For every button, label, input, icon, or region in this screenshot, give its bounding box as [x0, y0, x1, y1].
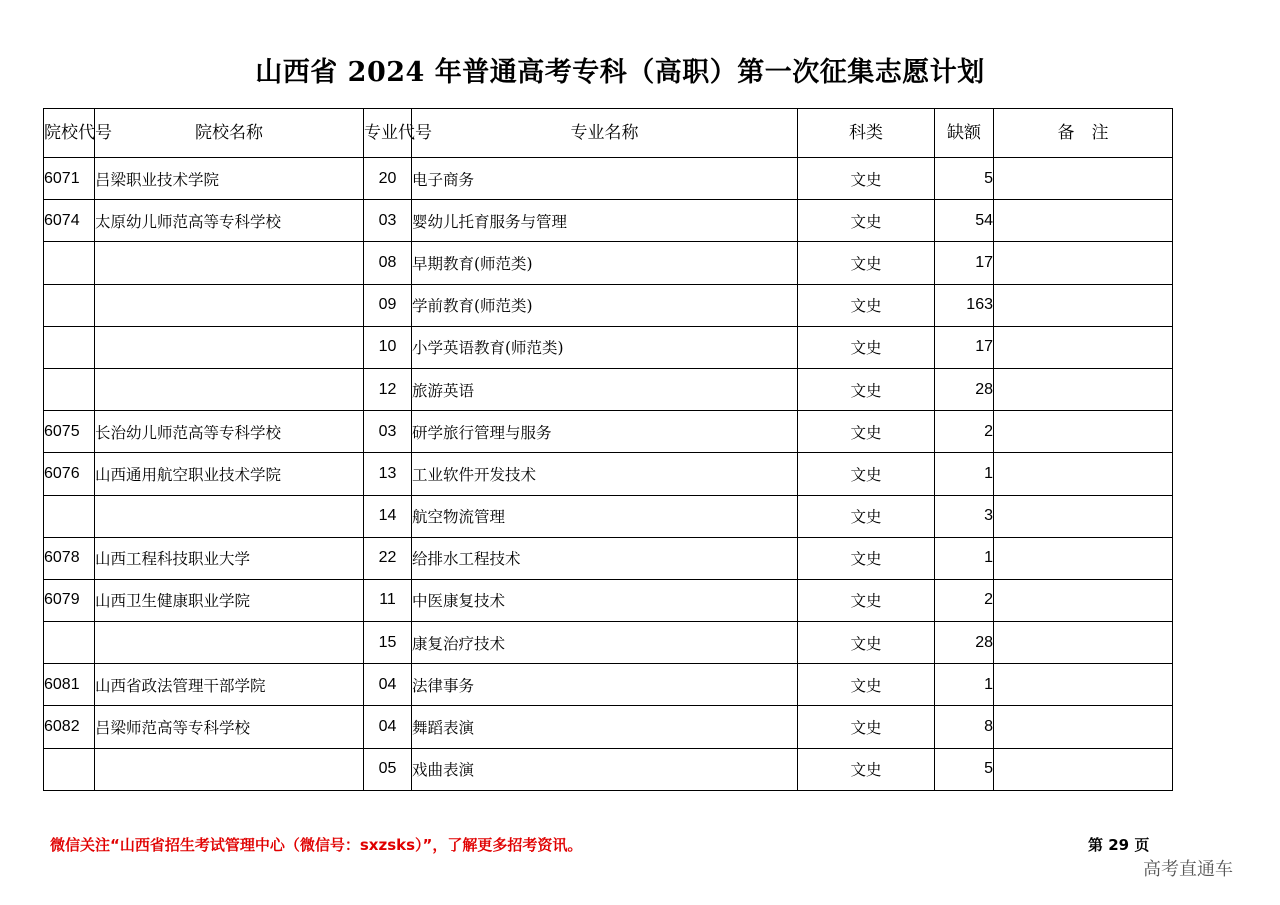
cell-school-code — [44, 242, 95, 284]
cell-major-name: 舞蹈表演 — [412, 706, 798, 748]
cell-vacancy: 1 — [935, 453, 994, 495]
cell-school-name: 太原幼儿师范高等专科学校 — [95, 200, 364, 242]
cell-major-name: 旅游英语 — [412, 368, 798, 410]
cell-major-code: 22 — [364, 537, 412, 579]
page-number: 第 29 页 — [1088, 836, 1150, 854]
cell-vacancy: 8 — [935, 706, 994, 748]
table-row — [44, 664, 1173, 706]
table-row — [44, 158, 1173, 200]
page-title: 山西省 2024 年普通高考专科（高职）第一次征集志愿计划 — [255, 57, 985, 88]
cell-major-name: 早期教育(师范类) — [412, 242, 798, 284]
cell-school-name: 山西工程科技职业大学 — [95, 537, 364, 579]
cell-remark — [994, 706, 1173, 748]
cell-vacancy: 3 — [935, 495, 994, 537]
cell-school-code: 6076 — [44, 453, 95, 495]
cell-school-code: 6079 — [44, 579, 95, 621]
cell-major-name: 电子商务 — [412, 158, 798, 200]
cell-major-code: 08 — [364, 242, 412, 284]
cell-school-code — [44, 326, 95, 368]
cell-school-name — [95, 368, 364, 410]
cell-school-code: 6074 — [44, 200, 95, 242]
cell-major-name: 给排水工程技术 — [412, 537, 798, 579]
header-major-code: 专业代号 — [364, 109, 412, 158]
cell-school-code: 6078 — [44, 537, 95, 579]
cell-vacancy: 163 — [935, 284, 994, 326]
cell-remark — [994, 453, 1173, 495]
cell-school-name: 山西通用航空职业技术学院 — [95, 453, 364, 495]
cell-major-code: 15 — [364, 622, 412, 664]
table-header-row — [44, 109, 1173, 158]
cell-school-name — [95, 622, 364, 664]
cell-major-name: 戏曲表演 — [412, 748, 798, 790]
cell-school-name: 吕梁职业技术学院 — [95, 158, 364, 200]
cell-school-code: 6075 — [44, 411, 95, 453]
cell-major-name: 研学旅行管理与服务 — [412, 411, 798, 453]
cell-remark — [994, 748, 1173, 790]
cell-vacancy: 2 — [935, 579, 994, 621]
cell-vacancy: 28 — [935, 368, 994, 410]
cell-major-code: 11 — [364, 579, 412, 621]
cell-school-code — [44, 748, 95, 790]
table-row — [44, 368, 1173, 410]
cell-major-name: 学前教育(师范类) — [412, 284, 798, 326]
header-remark: 备 注 — [994, 109, 1173, 158]
cell-major-name: 法律事务 — [412, 664, 798, 706]
header-category: 科类 — [798, 109, 935, 158]
table-row — [44, 242, 1173, 284]
cell-school-code: 6071 — [44, 158, 95, 200]
cell-category: 文史 — [798, 664, 935, 706]
cell-major-code: 05 — [364, 748, 412, 790]
cell-school-name: 山西省政法管理干部学院 — [95, 664, 364, 706]
cell-remark — [994, 622, 1173, 664]
cell-vacancy: 54 — [935, 200, 994, 242]
cell-major-code: 04 — [364, 664, 412, 706]
enrollment-plan-table — [43, 108, 1173, 791]
cell-vacancy: 28 — [935, 622, 994, 664]
cell-school-name: 山西卫生健康职业学院 — [95, 579, 364, 621]
cell-major-code: 03 — [364, 200, 412, 242]
cell-vacancy: 5 — [935, 748, 994, 790]
cell-major-name: 航空物流管理 — [412, 495, 798, 537]
cell-school-code — [44, 284, 95, 326]
cell-vacancy: 2 — [935, 411, 994, 453]
cell-major-name: 工业软件开发技术 — [412, 453, 798, 495]
header-school-code: 院校代号 — [44, 109, 95, 158]
cell-vacancy: 1 — [935, 664, 994, 706]
cell-vacancy: 5 — [935, 158, 994, 200]
table-row — [44, 706, 1173, 748]
table-body — [44, 158, 1173, 791]
cell-major-code: 13 — [364, 453, 412, 495]
cell-category: 文史 — [798, 453, 935, 495]
header-major-name: 专业名称 — [412, 109, 798, 158]
cell-school-name — [95, 495, 364, 537]
cell-major-name: 婴幼儿托育服务与管理 — [412, 200, 798, 242]
cell-category: 文史 — [798, 537, 935, 579]
cell-vacancy: 17 — [935, 242, 994, 284]
cell-school-code: 6082 — [44, 706, 95, 748]
header-vacancy: 缺额 — [935, 109, 994, 158]
cell-category: 文史 — [798, 326, 935, 368]
cell-category: 文史 — [798, 706, 935, 748]
table-row — [44, 453, 1173, 495]
cell-school-name — [95, 748, 364, 790]
cell-school-code — [44, 368, 95, 410]
cell-school-code — [44, 622, 95, 664]
table-row — [44, 284, 1173, 326]
cell-category: 文史 — [798, 495, 935, 537]
cell-major-name: 康复治疗技术 — [412, 622, 798, 664]
cell-remark — [994, 368, 1173, 410]
cell-school-name: 吕梁师范高等专科学校 — [95, 706, 364, 748]
cell-category: 文史 — [798, 411, 935, 453]
cell-remark — [994, 200, 1173, 242]
cell-school-name: 长治幼儿师范高等专科学校 — [95, 411, 364, 453]
cell-remark — [994, 664, 1173, 706]
table-row — [44, 748, 1173, 790]
cell-remark — [994, 284, 1173, 326]
cell-major-name: 中医康复技术 — [412, 579, 798, 621]
cell-remark — [994, 326, 1173, 368]
cell-school-name — [95, 242, 364, 284]
cell-category: 文史 — [798, 158, 935, 200]
cell-major-code: 12 — [364, 368, 412, 410]
cell-major-code: 10 — [364, 326, 412, 368]
cell-remark — [994, 579, 1173, 621]
table-row — [44, 326, 1173, 368]
header-school-name: 院校名称 — [95, 109, 364, 158]
cell-remark — [994, 495, 1173, 537]
cell-major-code: 03 — [364, 411, 412, 453]
cell-category: 文史 — [798, 200, 935, 242]
cell-major-code: 04 — [364, 706, 412, 748]
cell-major-code: 09 — [364, 284, 412, 326]
cell-category: 文史 — [798, 622, 935, 664]
cell-category: 文史 — [798, 579, 935, 621]
cell-school-name — [95, 284, 364, 326]
table-row — [44, 200, 1173, 242]
table-row — [44, 537, 1173, 579]
watermark: 高考直通车 — [1143, 859, 1233, 880]
cell-vacancy: 1 — [935, 537, 994, 579]
cell-major-name: 小学英语教育(师范类) — [412, 326, 798, 368]
cell-remark — [994, 158, 1173, 200]
cell-category: 文史 — [798, 748, 935, 790]
cell-category: 文史 — [798, 242, 935, 284]
cell-school-name — [95, 326, 364, 368]
cell-remark — [994, 242, 1173, 284]
footer-wechat-note: 微信关注“山西省招生考试管理中心（微信号：sxzsks）”，了解更多招考资讯。 — [50, 836, 583, 854]
cell-major-code: 20 — [364, 158, 412, 200]
table-row — [44, 495, 1173, 537]
cell-remark — [994, 537, 1173, 579]
cell-school-code: 6081 — [44, 664, 95, 706]
cell-major-code: 14 — [364, 495, 412, 537]
cell-school-code — [44, 495, 95, 537]
cell-category: 文史 — [798, 284, 935, 326]
table-row — [44, 579, 1173, 621]
cell-remark — [994, 411, 1173, 453]
cell-category: 文史 — [798, 368, 935, 410]
table-row — [44, 411, 1173, 453]
table-row — [44, 622, 1173, 664]
cell-vacancy: 17 — [935, 326, 994, 368]
